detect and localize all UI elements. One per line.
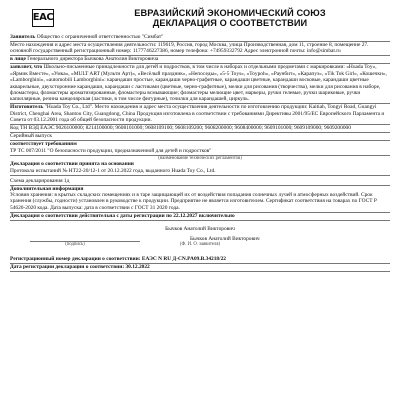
regulations-caption: (наименование технических регламентов) [158, 155, 242, 161]
compliance-label: соответствует требованиям [10, 141, 77, 148]
director-label: в лице [10, 56, 26, 63]
declares-label: заявляет, что [10, 64, 43, 71]
basis-label: Декларация о соответствии принята на основании [10, 161, 134, 168]
applicant-name: Общество с ограниченной ответственностью "Симбат" [35, 34, 164, 40]
registration-date-label: Дата регистрации декларации о соответствии: [10, 263, 126, 270]
applicant-row [10, 34, 390, 42]
document-header [10, 6, 390, 28]
signature-line [30, 235, 140, 242]
document-title [70, 9, 390, 28]
applicant-label: Заявитель [10, 34, 36, 40]
signatory-name: Бычков Анатолий Викторович [190, 235, 260, 242]
applicant-address: Место нахождения и адрес места осуществления деятельности: 119619, Россия, город Москва, улица Производственная, дом 11, строение 8, помещение 27. основной государственный регистрационный номер: 1177746227386, номер телефона: +74959332792 Адрес электронной почты: info@simbat.ru [10, 42, 390, 56]
director-name: Генерального директора Бычкова Анатолия Викторовича [25, 56, 159, 63]
registration-date: 30.12.2022 [125, 263, 150, 270]
signature-caption: (подпись) [65, 242, 85, 248]
document-body [10, 34, 390, 272]
signature-name-top: Бычков Анатолий Викторович [165, 225, 235, 232]
manufacturer-label: Изготовитель [10, 104, 44, 111]
signature-block [10, 235, 390, 242]
validity-row [10, 213, 390, 221]
serial-release: Серийный выпуск [10, 133, 390, 141]
validity-label: Декларация о соответствии действительна с даты регистрации по [10, 212, 174, 219]
eac-logo: EAC [32, 9, 54, 27]
manufacturer-row [10, 104, 390, 125]
compliance-regulation: ТР ТС 007/2011 "О безопасности продукции, предназначенной для детей и подростков" [10, 148, 390, 156]
validity-suffix: включительно [197, 212, 235, 219]
registration-number-label: Регистрационный номер декларации о соответствии: [10, 255, 142, 262]
registration-date-row [10, 264, 390, 272]
product-text: Школьно-письменные принадлежности для детей и подростков, в том числе в наборах и отдельными предметами с маркировками: «Huada Toy», «Ярмик Вместе», «Умка», «MULT ART (Мульти Арт)», «Весёлый праздник», «Непоседы», «5-5 Toys», «Toypoh», «Раунбит», «Карапуз», «Tik Tok Girl», «Кошечки», «Lamborghini», «automobili Lamborghini»: карандаши простые, карандаши черно-графитные, карандаши цветные, карандаши восковые, карандаши цветные акварельные, двухсторонние карандаши, карандаши с ластиками (цветные, черно-графитные), мелки для рисования (творчества), мелки для рисования в наборе, фломастеры, фломастеры ароматизированные, фломастеры всмывающие; фломастеры мелющие цвет, маркеры, ручки гелевые, ручки шариковые, ручки капиллярные, резина канцелярская (ластики, в том числе фигурные), точилки для карандашей, циркуль. [10, 64, 387, 103]
name-caption: (Ф. И. О. заявителя) [180, 242, 221, 248]
validity-date: 22.12.2027 [173, 212, 198, 219]
manufacturer-text: "Huada Toy Co., Ltd". Место нахождения и адрес места осуществления деятельности по изготовлению продукции: Kaitiah, Tongyi Road, Guangyi District, Chenghai Area, Shantou City, Guangdong, China Продукция изготовлена в соответствии с требованиями Директивы 2001/95/ЕС Европейского Парламента и Совета от 03.12.2001 года об общей безопасности продукции. [10, 104, 385, 124]
additional-info-label: Дополнительная информация [10, 185, 84, 192]
product-description [10, 64, 390, 104]
registration-number-row [10, 256, 390, 264]
test-protocol: Протокола испытаний № НТ22-20/12-1 от 20.12.2022 года, выданного Huada Toy Co., Ltd. [10, 168, 390, 176]
title-line-union: ЕВРАЗИЙСКИЙ ЭКОНОМИЧЕСКИЙ СОЮЗ [134, 8, 326, 18]
registration-number: ЕАЭС N RU Д-CN.PA09.B.34218/22 [141, 255, 226, 262]
declaration-scheme: Схема декларирования 1д [10, 178, 390, 186]
additional-info-text: Условия хранения: в крытых складских помещениях и в таре защищающей их от воздействия попадания солнечных лучей и атмосферных воздействий. Срок хранения (службы, годности) установлен в руководстве к продукции. Предприятие не является изготовителем. Сертификат соответствия на товарах по ГОСТ Р 54620-2020 кода. Дата выпуска: дата в соответствии с ГОСТ 31 2020 года. [10, 192, 390, 213]
title-line-declaration: ДЕКЛАРАЦИЯ О СООТВЕТСТВИИ [152, 17, 308, 28]
tnved-codes: Код ТН ВЭД ЕАЭС 9026100000; 8214100000; 9608101000; 9608109100; 9608109200; 9608200000; 9608400000; 9609101000; 9609109000; 9609200000 [10, 125, 390, 133]
